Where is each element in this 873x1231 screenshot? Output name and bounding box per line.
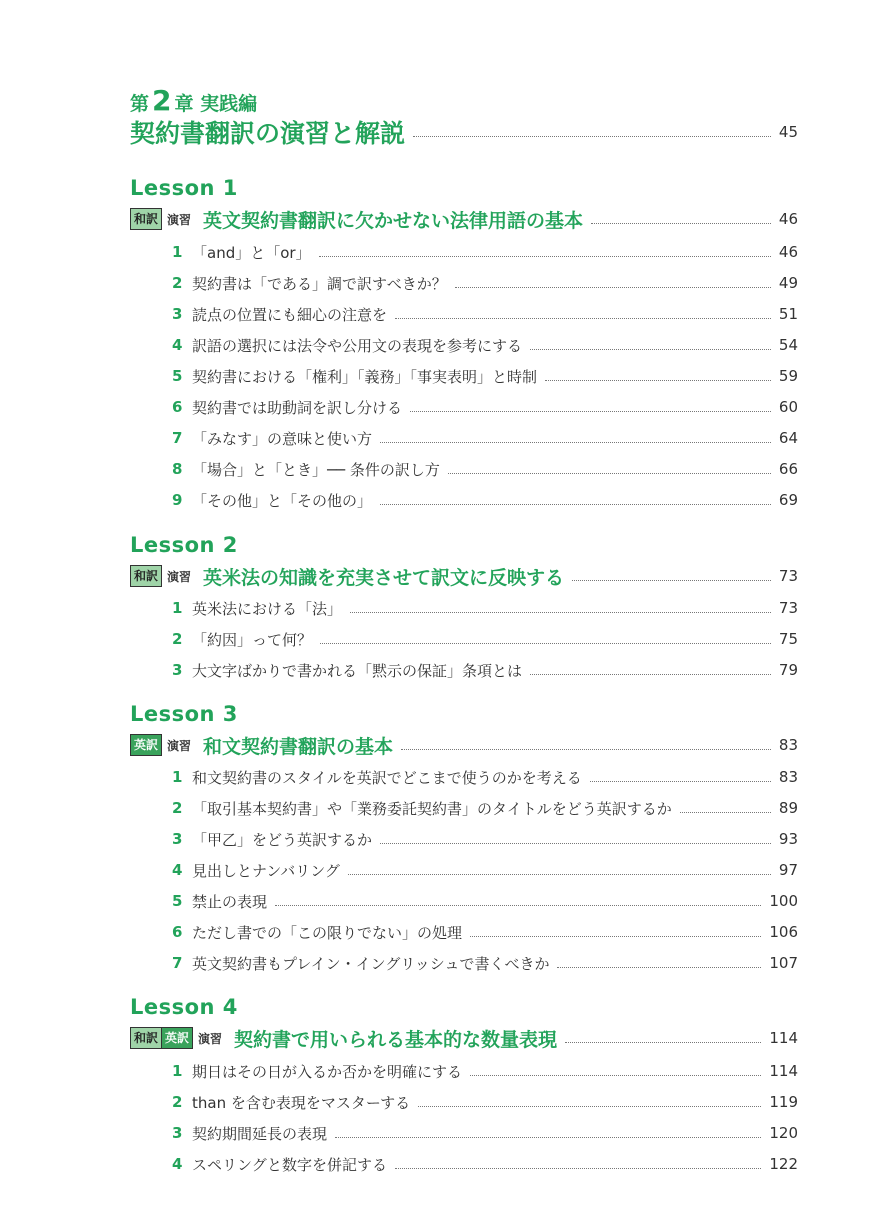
chapter-title-entry[interactable] <box>130 114 798 150</box>
exercise-label: 演習 <box>198 1031 223 1046</box>
item-text: 見出しとナンバリング <box>192 861 340 880</box>
item-text: 和文契約書のスタイルを英訳でどこまで使うのかを考える <box>192 768 582 787</box>
item-number: 4 <box>172 861 183 879</box>
toc-item[interactable] <box>172 796 798 820</box>
page-number: 79 <box>778 661 798 679</box>
item-text: 契約書における「権利」「義務」「事実表明」と時制 <box>192 367 538 386</box>
item-number: 9 <box>172 491 183 509</box>
page-number: 49 <box>778 274 798 292</box>
dot-leader <box>545 380 771 381</box>
page-number: 97 <box>778 861 798 879</box>
toc-item[interactable] <box>172 889 798 913</box>
page-number: 73 <box>778 599 798 617</box>
item-text: 「約因」って何？ <box>192 630 313 649</box>
exercise-label: 演習 <box>167 738 192 753</box>
lesson-title: 英文契約書翻訳に欠かせない法律用語の基本 <box>203 209 584 232</box>
badge-eiyaku: 英訳 <box>161 1028 192 1048</box>
lesson-title-entry[interactable] <box>130 562 798 590</box>
dot-leader <box>335 1137 761 1138</box>
item-number: 6 <box>172 923 183 941</box>
page-number: 66 <box>778 460 798 478</box>
dot-leader <box>395 318 771 319</box>
dot-leader <box>591 223 771 224</box>
item-number: 7 <box>172 429 183 447</box>
lesson-heading: Lesson 3 <box>130 702 238 726</box>
item-number: 5 <box>172 892 183 910</box>
item-text: 契約期間延長の表現 <box>192 1124 328 1143</box>
dot-leader <box>557 967 761 968</box>
page-number: 83 <box>778 736 798 754</box>
toc-item[interactable] <box>172 596 798 620</box>
toc-item[interactable] <box>172 364 798 388</box>
page-number: 122 <box>769 1155 798 1173</box>
toc-item[interactable] <box>172 858 798 882</box>
page-number: 51 <box>778 305 798 323</box>
dot-leader <box>572 580 771 581</box>
lesson-title-entry[interactable] <box>130 1024 798 1052</box>
item-text: 契約書は「である」調で訳すべきか？ <box>192 274 447 293</box>
lesson-title-entry[interactable] <box>130 205 798 233</box>
item-number: 2 <box>172 274 183 292</box>
toc-item[interactable] <box>172 1121 798 1145</box>
item-text: 「その他」と「その他の」 <box>192 491 373 510</box>
page-number: 107 <box>769 954 798 972</box>
lesson-title: 和文契約書翻訳の基本 <box>203 735 394 758</box>
toc-item[interactable] <box>172 240 798 264</box>
dot-leader <box>380 843 771 844</box>
page-number: 119 <box>769 1093 798 1111</box>
badge-eiyaku: 英訳 <box>131 735 161 755</box>
item-text: 読点の位置にも細心の注意を <box>192 305 388 324</box>
item-text: 英文契約書もプレイン・イングリッシュで書くべきか <box>192 954 550 973</box>
lesson-title: 英米法の知識を充実させて訳文に反映する <box>203 566 565 589</box>
page-number: 64 <box>778 429 798 447</box>
page-number: 89 <box>778 799 798 817</box>
page-number: 73 <box>778 567 798 585</box>
dot-leader <box>565 1042 761 1043</box>
item-number: 4 <box>172 336 183 354</box>
toc-item[interactable] <box>172 271 798 295</box>
dot-leader <box>413 136 771 137</box>
dot-leader <box>395 1168 761 1169</box>
toc-item[interactable] <box>172 333 798 357</box>
dot-leader <box>410 411 771 412</box>
item-number: 2 <box>172 799 183 817</box>
dot-leader <box>380 504 771 505</box>
item-text: 英米法における「法」 <box>192 599 343 618</box>
toc-item[interactable] <box>172 827 798 851</box>
item-text: 「みなす」の意味と使い方 <box>192 429 373 448</box>
page-number: 59 <box>778 367 798 385</box>
dot-leader <box>380 442 771 443</box>
item-number: 1 <box>172 768 183 786</box>
item-text: 「場合」と「とき」── 条件の訳し方 <box>192 460 440 479</box>
dot-leader <box>418 1106 761 1107</box>
item-number: 3 <box>172 830 183 848</box>
dot-leader <box>401 749 771 750</box>
badge-group <box>130 734 162 756</box>
item-text: 大文字ばかりで書かれる「黙示の保証」条項とは <box>192 661 523 680</box>
item-text: 「and」と「or」 <box>192 243 311 262</box>
toc-item[interactable] <box>172 302 798 326</box>
page-number: 46 <box>778 243 798 261</box>
toc-item[interactable] <box>172 1152 798 1176</box>
item-text: 期日はその日が入るか否かを明確にする <box>192 1062 463 1081</box>
page-number: 45 <box>778 123 798 141</box>
page-number: 100 <box>769 892 798 910</box>
page-number: 93 <box>778 830 798 848</box>
page-number: 60 <box>778 398 798 416</box>
chapter-prefix: 第 <box>130 93 150 115</box>
item-number: 2 <box>172 630 183 648</box>
item-number: 1 <box>172 599 183 617</box>
item-number: 8 <box>172 460 183 478</box>
toc-item[interactable] <box>172 1059 798 1083</box>
exercise-label: 演習 <box>167 569 192 584</box>
toc-item[interactable] <box>172 951 798 975</box>
lesson-heading: Lesson 2 <box>130 533 238 557</box>
toc-item[interactable] <box>172 488 798 512</box>
chapter-title: 契約書翻訳の演習と解説 <box>130 119 406 148</box>
dot-leader <box>348 874 771 875</box>
dot-leader <box>680 812 771 813</box>
toc-item[interactable] <box>172 658 798 682</box>
badge-wayaku: 和訳 <box>131 566 161 586</box>
item-number: 3 <box>172 305 183 323</box>
item-number: 5 <box>172 367 183 385</box>
item-text: 「甲乙」をどう英訳するか <box>192 830 373 849</box>
page-number: 106 <box>769 923 798 941</box>
dot-leader <box>530 674 771 675</box>
item-number: 3 <box>172 1124 183 1142</box>
lesson-heading: Lesson 4 <box>130 995 238 1019</box>
dot-leader <box>470 936 761 937</box>
page-number: 54 <box>778 336 798 354</box>
page-number: 120 <box>769 1124 798 1142</box>
badge-group <box>130 1027 193 1049</box>
toc-item[interactable] <box>172 426 798 450</box>
dot-leader <box>319 256 771 257</box>
item-number: 6 <box>172 398 183 416</box>
toc-item[interactable] <box>172 457 798 481</box>
toc-item[interactable] <box>172 395 798 419</box>
badge-group <box>130 565 162 587</box>
dot-leader <box>590 781 771 782</box>
page-number: 114 <box>769 1062 798 1080</box>
toc-item[interactable] <box>172 765 798 789</box>
page-number: 114 <box>769 1029 798 1047</box>
dot-leader <box>470 1075 761 1076</box>
page-number: 75 <box>778 630 798 648</box>
item-text: 禁止の表現 <box>192 892 268 911</box>
dot-leader <box>350 612 771 613</box>
item-number: 3 <box>172 661 183 679</box>
badge-wayaku: 和訳 <box>131 1028 161 1048</box>
badge-group <box>130 208 162 230</box>
item-number: 7 <box>172 954 183 972</box>
toc-item[interactable] <box>172 1090 798 1114</box>
item-text: スペリングと数字を併記する <box>192 1155 388 1174</box>
lesson-title-entry[interactable] <box>130 731 798 759</box>
toc-item[interactable] <box>172 920 798 944</box>
toc-item[interactable] <box>172 627 798 651</box>
page-number: 46 <box>778 210 798 228</box>
dot-leader <box>320 643 771 644</box>
item-text: than を含む表現をマスターする <box>192 1093 411 1112</box>
chapter-suffix: 章 実践編 <box>174 93 258 115</box>
dot-leader <box>275 905 761 906</box>
item-number: 1 <box>172 1062 183 1080</box>
page-number: 83 <box>778 768 798 786</box>
item-text: 訳語の選択には法令や公用文の表現を参考にする <box>192 336 523 355</box>
chapter-number: 2 <box>152 84 172 117</box>
chapter-label <box>130 84 257 117</box>
item-number: 4 <box>172 1155 183 1173</box>
dot-leader <box>455 287 771 288</box>
item-number: 2 <box>172 1093 183 1111</box>
lesson-heading: Lesson 1 <box>130 176 238 200</box>
badge-wayaku: 和訳 <box>131 209 161 229</box>
page-number: 69 <box>778 491 798 509</box>
lesson-title: 契約書で用いられる基本的な数量表現 <box>234 1028 558 1051</box>
item-number: 1 <box>172 243 183 261</box>
dot-leader <box>448 473 771 474</box>
exercise-label: 演習 <box>167 212 192 227</box>
dot-leader <box>530 349 771 350</box>
item-text: ただし書での「この限りでない」の処理 <box>192 923 463 942</box>
item-text: 「取引基本契約書」や「業務委託契約書」のタイトルをどう英訳するか <box>192 799 672 818</box>
item-text: 契約書では助動詞を訳し分ける <box>192 398 403 417</box>
